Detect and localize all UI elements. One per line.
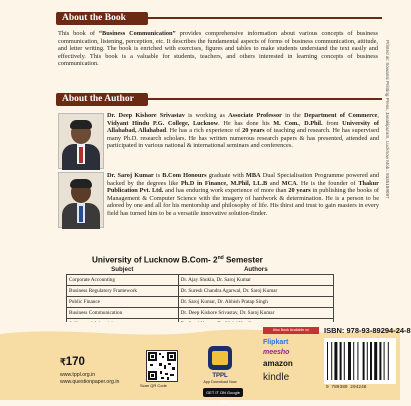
author2-bio: Dr. Saroj Kumar is B.Com Honours graduate with MBA Dual Specialisation Programme powered and backed by the degrees like Ph.D in Finance, M.Phil, LL.B and MCA. He is the founder of Thakur Publication Pvt. Ltd. and has enduring work experience of more than 20 years in publishing the books of Management & Computer Science with the imagery of hardwork & determination. He is a person to be adored by one and all for his mentorship and philosophy of life. His thirst and trust to gain masters in every field has turned him to be a versatile innovative solution-finder.	[107, 172, 380, 217]
subject-cell: Corporate Accounting	[67, 275, 179, 286]
table-title: University of Lucknow B.Com- 2nd Semester	[92, 255, 263, 265]
meesho-logo[interactable]: meesho	[263, 349, 290, 356]
header-authors: Authors	[243, 266, 268, 273]
amazon-logo[interactable]: amazon	[263, 359, 293, 368]
authors-cell: Dr. Suresh Chandra Agarwal, Dr. Saroj Kumar	[178, 286, 333, 297]
barcode-number: 9 789389 294248	[326, 385, 367, 390]
app-name: TPPL	[212, 373, 228, 379]
tppl-app-icon[interactable]	[204, 346, 236, 380]
isbn: ISBN: 978-93-89294-24-8	[324, 326, 411, 335]
authors-cell: Dr. Deep Kishore Srivastav, Dr. Saroj Kumar	[178, 308, 333, 319]
author2-photo	[58, 172, 104, 228]
authors-cell: Dr. Saroj Kumar, Dr. Abhish Pratap Singh	[178, 297, 333, 308]
app-caption: App Download Now	[203, 380, 237, 384]
table-row	[67, 308, 334, 319]
kindle-logo[interactable]: kindle	[263, 372, 290, 383]
website-link[interactable]: www.questionpaper.org.in	[60, 378, 120, 385]
barcode-icon	[324, 338, 396, 384]
store-header: Also Book Available on	[263, 327, 319, 334]
about-book-text: This book of “Business Communication” provides comprehensive information about various concepts of business communication, listening, perception, etc. It describes the fundamental aspects of forms of business communication, attitude, and letter writing. The book is enriched with exercises, figures and tables to make students understand the text easily and effectively. This book is a valuable for students, teachers, and others interested in learning concepts of business communication.	[58, 30, 378, 68]
subject-cell: Business Communication	[67, 308, 179, 319]
qr-code-icon[interactable]	[146, 350, 178, 382]
printer-info: Printed at: Sowansi Printing Press, Janakipuram, Lucknow Mob.: 9335189097	[385, 40, 390, 199]
table-header-row	[67, 266, 334, 275]
google-play-badge[interactable]: GET IT ON Google Play	[203, 388, 243, 397]
header-subject: Subject	[111, 266, 134, 273]
authors-cell: Dr. Ajay Shukla, Dr. Saroj Kumar	[178, 275, 333, 286]
table-row	[67, 275, 334, 286]
qr-caption: Scan QR Code	[140, 383, 167, 388]
author1-bio: Dr. Deep Kishore Srivastav is working as Associate Professor in the Department of Commerce, Vidyant Hindu P.G. College, Lucknow. He has done his M. Com., D.Phil. from University of Allahabad, Allahabad. He has a rich experience of 20 years of teaching and research. He has supervised many Ph.D. research scholars. He has written numerous research papers & has presented, attended and participated in various national & international seminars and conferences.	[107, 112, 379, 150]
heading-rule	[148, 98, 382, 100]
subjects-table	[66, 266, 334, 330]
table-row	[67, 297, 334, 308]
table-row	[67, 286, 334, 297]
flipkart-logo[interactable]: Flipkart	[263, 339, 289, 346]
subject-cell: Business Regulatory Framework	[67, 286, 179, 297]
author1-photo	[58, 113, 104, 169]
subject-cell: Public Finance	[67, 297, 179, 308]
heading-rule	[148, 17, 382, 19]
price: ₹170	[60, 356, 85, 368]
website-link[interactable]: www.tppl.org.in	[60, 372, 96, 378]
about-book-heading: About the Book	[56, 12, 148, 25]
about-author-heading: About the Author	[56, 93, 148, 106]
website-links[interactable]	[60, 372, 119, 385]
